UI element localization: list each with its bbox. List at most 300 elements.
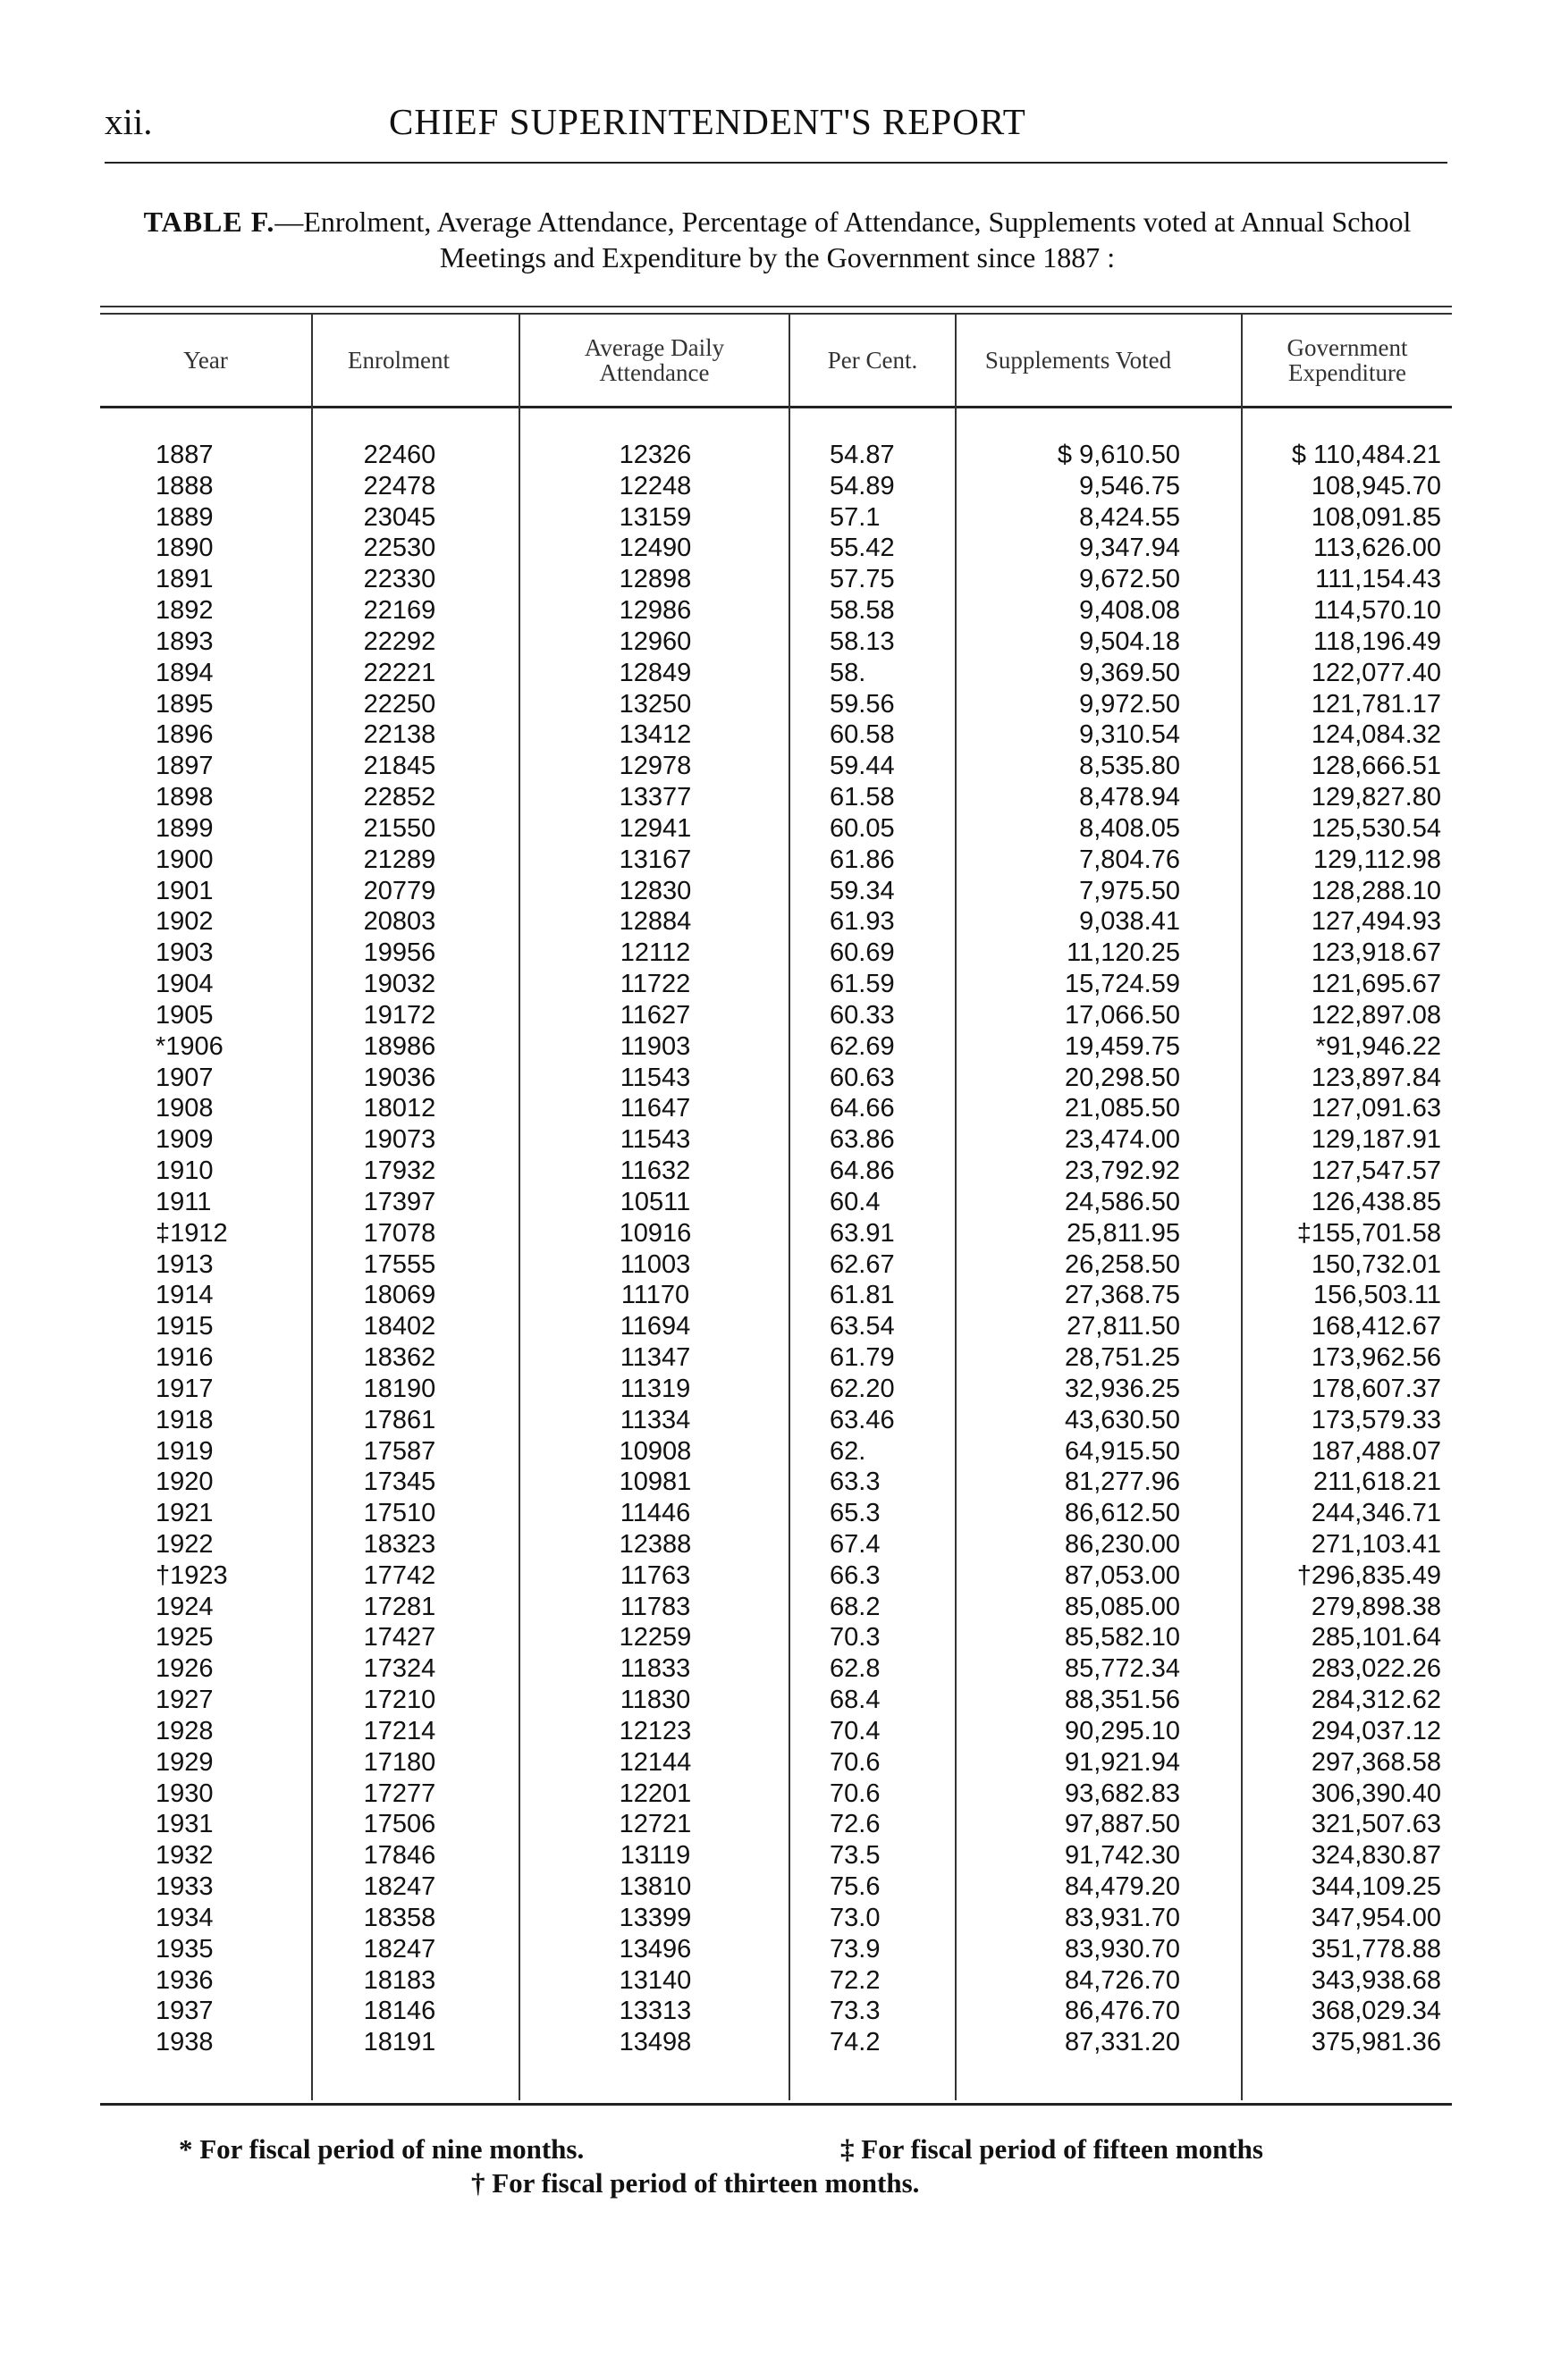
year-cell: 1911 <box>156 1187 212 1216</box>
percent-cell: 62. <box>830 1436 866 1466</box>
supplements-cell: 87,331.20 <box>1064 2028 1180 2057</box>
enrolment-cell: 21550 <box>363 813 436 843</box>
supplements-cell: 20,298.50 <box>1064 1063 1180 1092</box>
government-cell: 343,938.68 <box>1311 1965 1441 1995</box>
supplements-cell: 43,630.50 <box>1064 1405 1180 1434</box>
percent-cell: 73.5 <box>830 1841 881 1871</box>
percent-cell: 60.69 <box>830 938 895 968</box>
year-cell: 1933 <box>156 1872 214 1902</box>
table-row <box>100 1156 1452 1187</box>
percent-cell: 63.91 <box>830 1218 895 1248</box>
percent-cell: 61.86 <box>830 845 895 874</box>
government-cell: ‡155,701.58 <box>1296 1218 1441 1248</box>
percent-cell: 72.2 <box>830 1965 881 1995</box>
attendance-cell: 13313 <box>619 1997 692 2026</box>
table-row <box>100 876 1452 907</box>
supplements-cell: 90,295.10 <box>1064 1716 1180 1745</box>
year-cell: 1900 <box>156 845 214 874</box>
year-cell: 1920 <box>156 1468 214 1497</box>
percent-cell: 70.4 <box>830 1716 881 1745</box>
enrolment-cell: 17345 <box>363 1468 436 1497</box>
percent-cell: 70.3 <box>830 1623 881 1653</box>
table-row <box>100 533 1452 564</box>
government-cell: 211,618.21 <box>1313 1468 1441 1497</box>
year-cell: 1908 <box>156 1094 214 1123</box>
table-row <box>100 1342 1452 1374</box>
percent-cell: 62.69 <box>830 1031 895 1061</box>
government-cell: 124,084.32 <box>1311 720 1441 750</box>
percent-cell: 62.67 <box>830 1249 895 1279</box>
year-cell: ‡1912 <box>156 1218 228 1248</box>
year-cell: 1892 <box>156 596 214 626</box>
year-cell: 1903 <box>156 938 214 968</box>
attendance-cell: 13377 <box>619 783 692 812</box>
attendance-cell: 12144 <box>619 1747 692 1777</box>
government-cell: 375,981.36 <box>1311 2028 1441 2057</box>
footnote-nine-months: * For fiscal period of nine months. <box>179 2133 585 2165</box>
percent-cell: 61.58 <box>830 783 895 812</box>
attendance-cell: 13159 <box>619 502 692 532</box>
enrolment-cell: 18402 <box>363 1312 436 1341</box>
table-row <box>100 1779 1452 1810</box>
page-header <box>105 100 1447 154</box>
enrolment-cell: 22460 <box>363 441 436 469</box>
attendance-cell: 12326 <box>619 441 692 469</box>
government-cell: 128,666.51 <box>1311 752 1441 781</box>
year-cell: 1905 <box>156 1000 214 1030</box>
table-body <box>100 440 1452 2058</box>
government-cell: 129,187.91 <box>1311 1125 1441 1155</box>
column-header-government: Government Expenditure <box>1286 334 1408 386</box>
attendance-cell: 13140 <box>619 1965 692 1995</box>
attendance-cell: 11783 <box>620 1592 691 1621</box>
table-row <box>100 1031 1452 1063</box>
table-row <box>100 1529 1452 1560</box>
supplements-cell: 8,408.05 <box>1079 813 1180 843</box>
table-row <box>100 595 1452 627</box>
table-row <box>100 1124 1452 1156</box>
year-cell: 1887 <box>156 441 214 469</box>
table-row <box>100 782 1452 813</box>
year-cell: 1931 <box>156 1810 214 1839</box>
caption-text: —Enrolment, Average Attendance, Percentage of Attendance, Supplements voted at Annual School Meetings and Expenditure by the Government since 1887 : <box>274 206 1412 273</box>
year-cell: 1932 <box>156 1841 214 1871</box>
government-cell: $ 110,484.21 <box>1291 441 1441 469</box>
government-cell: 129,827.80 <box>1311 783 1441 812</box>
percent-cell: 63.54 <box>830 1312 895 1341</box>
header-bottom-rule <box>100 406 1452 408</box>
percent-cell: 70.6 <box>830 1747 881 1777</box>
supplements-cell: 11,120.25 <box>1067 938 1180 968</box>
government-cell: 127,091.63 <box>1311 1094 1441 1123</box>
table-row <box>100 1405 1452 1436</box>
table-row <box>100 1903 1452 1934</box>
enrolment-cell: 17506 <box>363 1810 436 1839</box>
supplements-cell: 8,535.80 <box>1079 752 1180 781</box>
government-cell: 368,029.34 <box>1311 1997 1441 2026</box>
supplements-cell: 9,972.50 <box>1079 689 1180 719</box>
enrolment-cell: 18247 <box>363 1872 436 1902</box>
percent-cell: 68.2 <box>830 1592 881 1621</box>
government-cell: 114,570.10 <box>1313 596 1441 626</box>
year-cell: 1894 <box>156 658 214 687</box>
percent-cell: 63.3 <box>830 1468 881 1497</box>
attendance-cell: 12960 <box>619 627 692 656</box>
government-cell: 127,494.93 <box>1311 907 1441 937</box>
government-cell: 306,390.40 <box>1311 1779 1441 1808</box>
table-row <box>100 440 1452 471</box>
supplements-cell: 32,936.25 <box>1064 1374 1180 1403</box>
table-row <box>100 689 1452 720</box>
year-cell: 1902 <box>156 907 214 937</box>
attendance-cell: 13498 <box>619 2028 692 2057</box>
government-cell: 118,196.49 <box>1313 627 1441 656</box>
government-cell: 347,954.00 <box>1311 1903 1441 1932</box>
percent-cell: 73.9 <box>830 1934 881 1964</box>
percent-cell: 54.89 <box>830 471 895 500</box>
table-row <box>100 1716 1452 1747</box>
year-cell: 1930 <box>156 1779 214 1808</box>
supplements-cell: 85,772.34 <box>1064 1654 1180 1684</box>
year-cell: 1938 <box>156 2028 214 2057</box>
government-cell: 285,101.64 <box>1311 1623 1441 1653</box>
enrolment-cell: 17846 <box>363 1841 436 1871</box>
attendance-cell: 11003 <box>620 1249 691 1279</box>
attendance-cell: 10916 <box>619 1218 692 1248</box>
percent-cell: 73.3 <box>830 1997 881 2026</box>
attendance-cell: 13810 <box>619 1872 692 1902</box>
running-title: CHIEF SUPERINTENDENT'S REPORT <box>389 101 1026 142</box>
attendance-cell: 12941 <box>619 813 692 843</box>
supplements-cell: 86,476.70 <box>1064 1997 1180 2026</box>
attendance-cell: 12248 <box>619 471 692 500</box>
table-row <box>100 658 1452 689</box>
enrolment-cell: 22530 <box>363 534 436 563</box>
attendance-cell: 13412 <box>619 720 692 750</box>
supplements-cell: 87,053.00 <box>1064 1560 1180 1590</box>
government-cell: 321,507.63 <box>1311 1810 1441 1839</box>
year-cell: 1913 <box>156 1249 214 1279</box>
government-cell: 111,154.43 <box>1315 565 1441 594</box>
year-cell: 1895 <box>156 689 214 719</box>
percent-cell: 61.93 <box>830 907 895 937</box>
attendance-cell: 12123 <box>619 1716 692 1745</box>
percent-cell: 64.86 <box>830 1156 895 1186</box>
attendance-cell: 11833 <box>620 1654 691 1684</box>
column-header-year: Year <box>183 347 228 374</box>
enrolment-cell: 17555 <box>363 1249 436 1279</box>
percent-cell: 55.42 <box>830 534 895 563</box>
attendance-cell: 11543 <box>620 1063 691 1092</box>
year-cell: 1917 <box>156 1374 214 1403</box>
supplements-cell: 9,038.41 <box>1079 907 1180 937</box>
table-row <box>100 1498 1452 1529</box>
government-cell: 168,412.67 <box>1311 1312 1441 1341</box>
table-row <box>100 502 1452 534</box>
attendance-cell: 13167 <box>619 845 692 874</box>
year-cell: 1891 <box>156 565 214 594</box>
percent-cell: 60.05 <box>830 813 895 843</box>
year-cell: 1927 <box>156 1686 214 1715</box>
table-row <box>100 1280 1452 1311</box>
supplements-cell: 81,277.96 <box>1064 1468 1180 1497</box>
enrolment-cell: 18190 <box>363 1374 436 1403</box>
enrolment-cell: 17861 <box>363 1405 436 1434</box>
footnote-fifteen-months: ‡ For fiscal period of fifteen months <box>840 2133 1263 2165</box>
supplements-cell: 88,351.56 <box>1064 1686 1180 1715</box>
enrolment-cell: 17587 <box>363 1436 436 1466</box>
percent-cell: 73.0 <box>830 1903 881 1932</box>
table-top-rule <box>100 306 1452 307</box>
year-cell: 1904 <box>156 970 214 999</box>
supplements-cell: 8,424.55 <box>1079 502 1180 532</box>
government-cell: 125,530.54 <box>1311 813 1441 843</box>
table-row <box>100 1622 1452 1653</box>
government-cell: 121,695.67 <box>1311 970 1441 999</box>
attendance-cell: 12849 <box>619 658 692 687</box>
table-label: TABLE F. <box>143 206 275 238</box>
attendance-cell: 11543 <box>620 1125 691 1155</box>
header-rule <box>105 162 1447 164</box>
attendance-cell: 13119 <box>620 1841 691 1871</box>
supplements-cell: 91,921.94 <box>1064 1747 1180 1777</box>
table-row <box>100 1685 1452 1716</box>
percent-cell: 70.6 <box>830 1779 881 1808</box>
percent-cell: 58.58 <box>830 596 895 626</box>
enrolment-cell: 19956 <box>363 938 436 968</box>
enrolment-cell: 21289 <box>363 845 436 874</box>
percent-cell: 60.4 <box>830 1187 881 1216</box>
enrolment-cell: 18191 <box>363 2028 436 2057</box>
percent-cell: 60.58 <box>830 720 895 750</box>
enrolment-cell: 21845 <box>363 752 436 781</box>
table-row <box>100 1592 1452 1623</box>
page-number: xii. <box>105 101 153 142</box>
year-cell: 1918 <box>156 1405 214 1434</box>
attendance-cell: 13496 <box>619 1934 692 1964</box>
attendance-cell: 11627 <box>620 1000 691 1030</box>
enrolment-cell: 19172 <box>363 1000 436 1030</box>
enrolment-cell: 19036 <box>363 1063 436 1092</box>
supplements-cell: 19,459.75 <box>1064 1031 1180 1061</box>
table-row <box>100 1063 1452 1094</box>
supplements-cell: 8,478.94 <box>1079 783 1180 812</box>
year-cell: 1934 <box>156 1903 214 1932</box>
table-row <box>100 471 1452 502</box>
supplements-cell: 9,408.08 <box>1079 596 1180 626</box>
enrolment-cell: 22478 <box>363 471 436 500</box>
column-header-percent: Per Cent. <box>827 347 918 374</box>
supplements-cell: 24,586.50 <box>1064 1187 1180 1216</box>
supplements-cell: 25,811.95 <box>1067 1218 1180 1248</box>
enrolment-cell: 22250 <box>363 689 436 719</box>
supplements-cell: 83,930.70 <box>1064 1934 1180 1964</box>
supplements-cell: 9,672.50 <box>1079 565 1180 594</box>
year-cell: 1909 <box>156 1125 214 1155</box>
supplements-cell: 97,887.50 <box>1064 1810 1180 1839</box>
enrolment-cell: 18012 <box>363 1094 436 1123</box>
column-header-attendance: Average Daily Attendance <box>584 334 725 386</box>
attendance-cell: 11170 <box>620 1281 690 1310</box>
attendance-cell: 11334 <box>620 1405 691 1434</box>
column-header-supplements: Supplements Voted <box>984 347 1172 374</box>
supplements-cell: 84,726.70 <box>1064 1965 1180 1995</box>
table-row <box>100 1436 1452 1468</box>
supplements-cell: 64,915.50 <box>1064 1436 1180 1466</box>
table-row <box>100 906 1452 938</box>
year-cell: *1906 <box>156 1031 224 1061</box>
supplements-cell: 86,230.00 <box>1064 1529 1180 1559</box>
percent-cell: 61.59 <box>830 970 895 999</box>
percent-cell: 63.46 <box>830 1405 895 1434</box>
table-row <box>100 1249 1452 1281</box>
enrolment-cell: 18986 <box>363 1031 436 1061</box>
percent-cell: 54.87 <box>830 441 895 469</box>
attendance-cell: 11319 <box>620 1374 691 1403</box>
year-cell: 1910 <box>156 1156 214 1186</box>
table-row <box>100 1000 1452 1031</box>
supplements-cell: 9,504.18 <box>1079 627 1180 656</box>
year-cell: 1907 <box>156 1063 214 1092</box>
percent-cell: 63.86 <box>830 1125 895 1155</box>
table-row <box>100 1560 1452 1592</box>
government-cell: 344,109.25 <box>1311 1872 1441 1902</box>
percent-cell: 64.66 <box>830 1094 895 1123</box>
table-row <box>100 1965 1452 1997</box>
enrolment-cell: 17277 <box>363 1779 436 1808</box>
table-row <box>100 845 1452 876</box>
enrolment-cell: 17932 <box>363 1156 436 1186</box>
supplements-cell: 23,792.92 <box>1064 1156 1180 1186</box>
year-cell: 1937 <box>156 1997 214 2026</box>
government-cell: 294,037.12 <box>1311 1716 1441 1745</box>
supplements-cell: 9,369.50 <box>1079 658 1180 687</box>
government-cell: 122,077.40 <box>1311 658 1441 687</box>
supplements-cell: 9,347.94 <box>1079 534 1180 563</box>
year-cell: 1914 <box>156 1281 214 1310</box>
table-row <box>100 719 1452 751</box>
government-cell: 187,488.07 <box>1311 1436 1441 1466</box>
government-cell: 173,962.56 <box>1311 1343 1441 1373</box>
enrolment-cell: 18247 <box>363 1934 436 1964</box>
year-cell: 1928 <box>156 1716 214 1745</box>
table-row <box>100 627 1452 658</box>
table-row <box>100 1218 1452 1249</box>
table-row <box>100 751 1452 782</box>
supplements-cell: 85,582.10 <box>1064 1623 1180 1653</box>
attendance-cell: 11830 <box>620 1686 691 1715</box>
enrolment-cell: 17281 <box>363 1592 436 1621</box>
table-row <box>100 1871 1452 1903</box>
year-cell: 1926 <box>156 1654 214 1684</box>
year-cell: 1929 <box>156 1747 214 1777</box>
government-cell: †296,835.49 <box>1296 1560 1441 1590</box>
year-cell: 1921 <box>156 1499 214 1528</box>
government-cell: 150,732.01 <box>1311 1249 1441 1279</box>
supplements-cell: 17,066.50 <box>1064 1000 1180 1030</box>
government-cell: 244,346.71 <box>1311 1499 1441 1528</box>
enrolment-cell: 17510 <box>363 1499 436 1528</box>
percent-cell: 65.3 <box>830 1499 881 1528</box>
government-cell: 283,022.26 <box>1311 1654 1441 1684</box>
government-cell: 178,607.37 <box>1311 1374 1441 1403</box>
government-cell: 128,288.10 <box>1311 876 1441 905</box>
percent-cell: 61.81 <box>830 1281 895 1310</box>
supplements-cell: 85,085.00 <box>1064 1592 1180 1621</box>
year-cell: †1923 <box>156 1560 228 1590</box>
enrolment-cell: 20779 <box>363 876 436 905</box>
enrolment-cell: 22852 <box>363 783 436 812</box>
attendance-cell: 12259 <box>619 1623 692 1653</box>
table-row <box>100 1996 1452 2027</box>
percent-cell: 72.6 <box>830 1810 881 1839</box>
attendance-cell: 11763 <box>620 1560 691 1590</box>
enrolment-cell: 17180 <box>363 1747 436 1777</box>
attendance-cell: 12388 <box>619 1529 692 1559</box>
enrolment-cell: 20803 <box>363 907 436 937</box>
percent-cell: 60.63 <box>830 1063 895 1092</box>
enrolment-cell: 17210 <box>363 1686 436 1715</box>
enrolment-cell: 23045 <box>363 502 436 532</box>
table-row <box>100 2027 1452 2058</box>
year-cell: 1915 <box>156 1312 214 1341</box>
government-cell: 121,781.17 <box>1311 689 1441 719</box>
enrolment-cell: 22330 <box>363 565 436 594</box>
year-cell: 1890 <box>156 534 214 563</box>
enrolment-cell: 22292 <box>363 627 436 656</box>
footnote-thirteen-months: † For fiscal period of thirteen months. <box>471 2167 920 2199</box>
year-cell: 1888 <box>156 471 214 500</box>
enrolment-cell: 17078 <box>363 1218 436 1248</box>
table-caption <box>105 204 1450 275</box>
year-cell: 1898 <box>156 783 214 812</box>
table-row <box>100 1093 1452 1124</box>
enrolment-cell: 18069 <box>363 1281 436 1310</box>
supplements-cell: 27,368.75 <box>1064 1281 1180 1310</box>
attendance-cell: 10981 <box>619 1468 692 1497</box>
year-cell: 1924 <box>156 1592 214 1621</box>
government-cell: 324,830.87 <box>1311 1841 1441 1871</box>
enrolment-cell: 19073 <box>363 1125 436 1155</box>
government-cell: 113,626.00 <box>1313 534 1441 563</box>
year-cell: 1901 <box>156 876 214 905</box>
enrolment-cell: 22169 <box>363 596 436 626</box>
attendance-cell: 11632 <box>620 1156 691 1186</box>
supplements-cell: 86,612.50 <box>1064 1499 1180 1528</box>
enrolment-cell: 17397 <box>363 1187 436 1216</box>
attendance-cell: 12884 <box>619 907 692 937</box>
enrolment-cell: 17427 <box>363 1623 436 1653</box>
percent-cell: 59.56 <box>830 689 895 719</box>
percent-cell: 62.20 <box>830 1374 895 1403</box>
government-cell: 108,945.70 <box>1311 471 1441 500</box>
table-row <box>100 813 1452 845</box>
attendance-cell: 10511 <box>620 1187 691 1216</box>
enrolment-cell: 18358 <box>363 1903 436 1932</box>
government-cell: 351,778.88 <box>1311 1934 1441 1964</box>
table-row <box>100 1311 1452 1342</box>
supplements-cell: 93,682.83 <box>1064 1779 1180 1808</box>
year-cell: 1896 <box>156 720 214 750</box>
year-cell: 1936 <box>156 1965 214 1995</box>
percent-cell: 58. <box>830 658 866 687</box>
supplements-cell: 9,310.54 <box>1079 720 1180 750</box>
table-row <box>100 1467 1452 1498</box>
attendance-cell: 12986 <box>619 596 692 626</box>
attendance-cell: 11647 <box>620 1094 691 1123</box>
government-cell: 279,898.38 <box>1311 1592 1441 1621</box>
percent-cell: 68.4 <box>830 1686 881 1715</box>
